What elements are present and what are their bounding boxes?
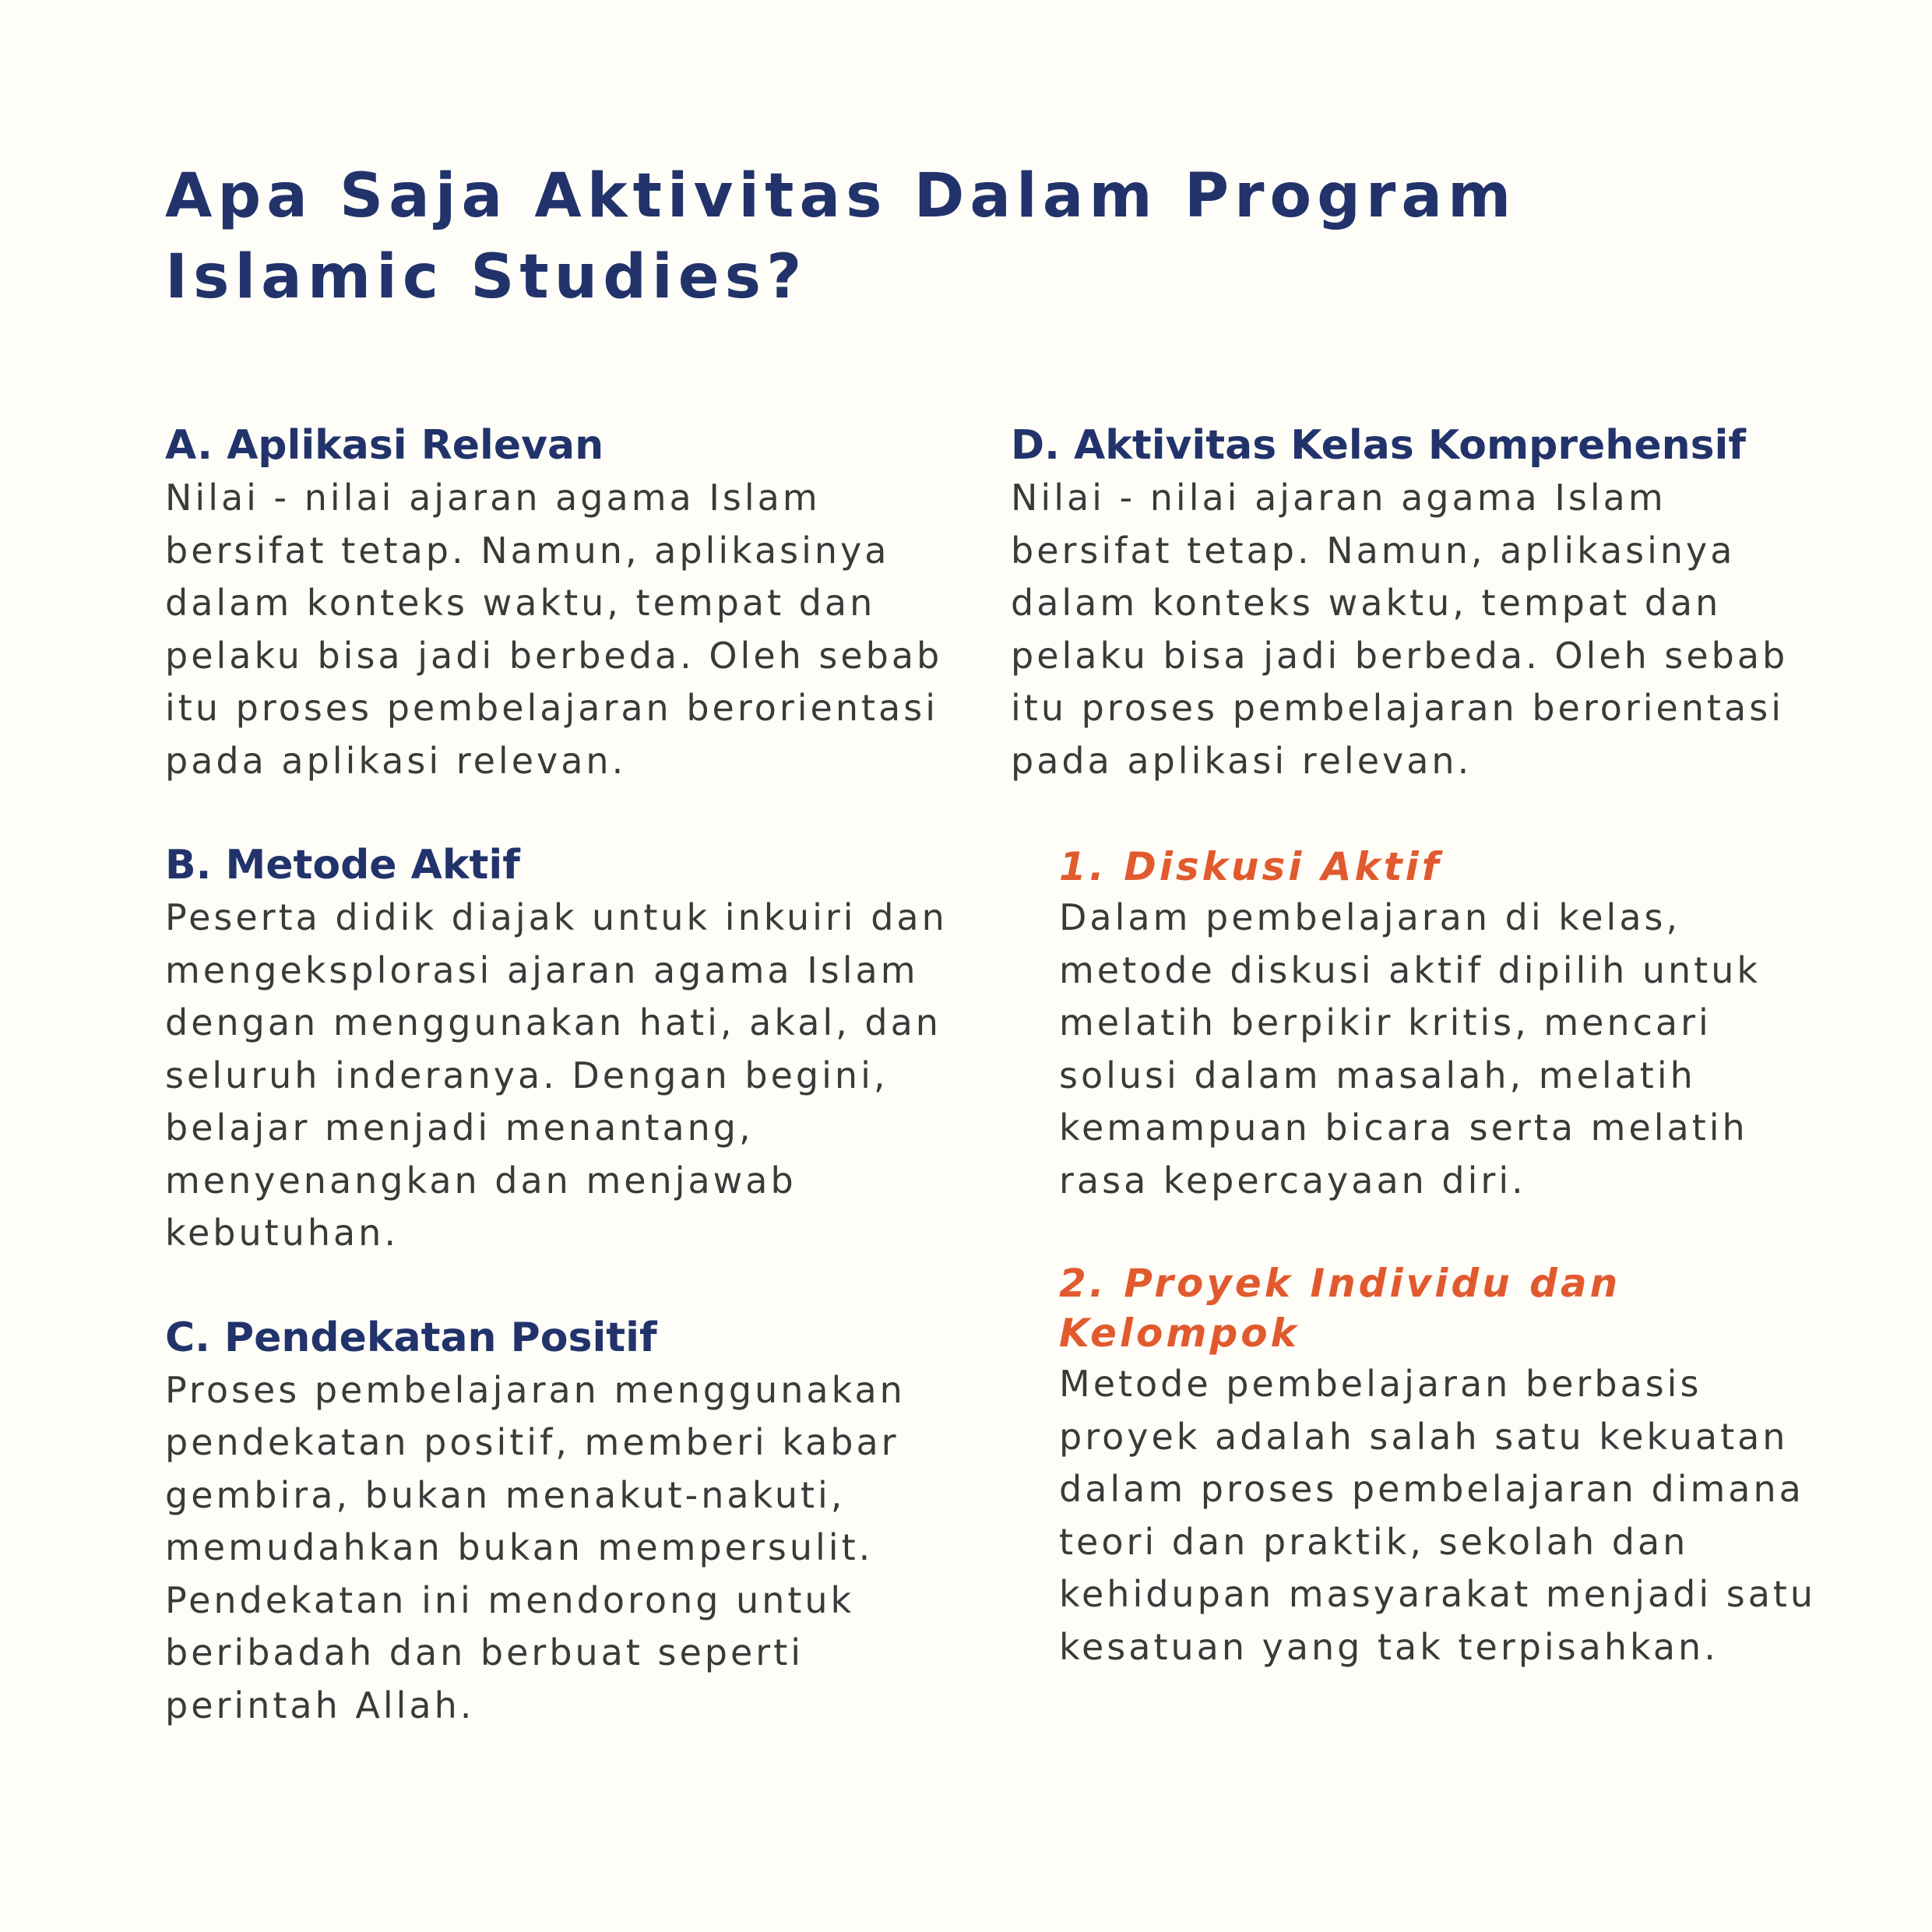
body-line: belajar menjadi menantang, <box>165 1107 754 1149</box>
section-body <box>165 472 944 787</box>
section-body <box>165 1364 944 1733</box>
subsection-heading-line: 1. Diskusi Aktif <box>1059 844 1442 889</box>
body-line: bersifat tetap. Namun, aplikasinya <box>1011 529 1736 572</box>
body-line: pelaku bisa jadi berbeda. Oleh sebab <box>1011 634 1789 677</box>
subsection-diskusi-aktif <box>1059 842 1852 1207</box>
section-heading: B. Metode Aktif <box>165 842 520 889</box>
page-title-line-1: Apa Saja Aktivitas Dalam Program <box>165 161 1517 231</box>
body-line: bersifat tetap. Namun, aplikasinya <box>165 529 890 572</box>
body-line: pada aplikasi relevan. <box>165 739 627 782</box>
body-line: kehidupan masyarakat menjadi satu <box>1059 1573 1817 1615</box>
section-metode-aktif <box>165 839 948 1260</box>
body-line: Dalam pembelajaran di kelas, <box>1059 896 1681 938</box>
body-line: Pendekatan ini mendorong untuk <box>165 1578 855 1621</box>
body-line: seluruh inderanya. Dengan begini, <box>165 1054 889 1096</box>
body-line: Metode pembelajaran berbasis <box>1059 1363 1702 1405</box>
body-line: itu proses pembelajaran berorientasi <box>165 687 938 729</box>
body-line: beribadah dan berbuat seperti <box>165 1631 804 1673</box>
section-aktivitas-kelas-komprehensif <box>1011 419 1852 1673</box>
body-line: proyek adalah salah satu kekuatan <box>1059 1415 1789 1458</box>
section-heading: C. Pendekatan Positif <box>165 1314 657 1361</box>
body-line: dalam proses pembelajaran dimana <box>1059 1468 1804 1510</box>
section-heading: D. Aktivitas Kelas Komprehensif <box>1011 422 1746 469</box>
body-line: teori dan praktik, sekolah dan <box>1059 1520 1689 1563</box>
body-line: pendekatan positif, memberi kabar <box>165 1421 899 1463</box>
page-title-line-2: Islamic Studies? <box>165 242 808 312</box>
body-line: mengeksplorasi ajaran agama Islam <box>165 948 919 991</box>
body-line: kesatuan yang tak terpisahkan. <box>1059 1625 1719 1668</box>
body-line: pada aplikasi relevan. <box>1011 739 1473 782</box>
body-line: dengan menggunakan hati, akal, dan <box>165 1001 941 1043</box>
page-title <box>165 156 1800 318</box>
body-line: memudahkan bukan mempersulit. <box>165 1526 874 1568</box>
body-line: Peserta didik diajak untuk inkuiri dan <box>165 896 948 938</box>
body-line: dalam konteks waktu, tempat dan <box>165 582 876 624</box>
subsection-proyek-individu-kelompok <box>1059 1258 1852 1673</box>
body-line: Nilai - nilai ajaran agama Islam <box>1011 477 1666 519</box>
left-column <box>165 419 948 1732</box>
body-line: metode diskusi aktif dipilih untuk <box>1059 948 1761 991</box>
body-line: menyenangkan dan menjawab <box>165 1159 797 1202</box>
body-line: perintah Allah. <box>165 1684 475 1726</box>
subsection-heading <box>1059 1258 1852 1358</box>
section-aplikasi-relevan <box>165 419 944 787</box>
subsection-heading <box>1059 842 1852 892</box>
subsection-body <box>1059 1358 1852 1673</box>
body-line: itu proses pembelajaran berorientasi <box>1011 687 1784 729</box>
subsection-heading-line: Kelompok <box>1059 1311 1300 1356</box>
body-line: kemampuan bicara serta melatih <box>1059 1107 1748 1149</box>
subsection-heading-line: 2. Proyek Individu dan <box>1059 1261 1621 1306</box>
body-line: kebutuhan. <box>165 1212 399 1254</box>
subsection-body <box>1059 892 1852 1207</box>
body-line: rasa kepercayaan diri. <box>1059 1159 1526 1202</box>
body-line: melatih berpikir kritis, mencari <box>1059 1001 1712 1043</box>
section-body <box>1011 472 1852 787</box>
body-line: Proses pembelajaran menggunakan <box>165 1368 906 1411</box>
body-line: gembira, bukan menakut-nakuti, <box>165 1473 846 1516</box>
right-column <box>1011 419 1852 1673</box>
section-pendekatan-positif <box>165 1311 944 1733</box>
body-line: dalam konteks waktu, tempat dan <box>1011 582 1722 624</box>
body-line: Nilai - nilai ajaran agama Islam <box>165 477 821 519</box>
body-line: pelaku bisa jadi berbeda. Oleh sebab <box>165 634 943 677</box>
section-body <box>165 892 948 1260</box>
body-line: solusi dalam masalah, melatih <box>1059 1054 1696 1096</box>
section-heading: A. Aplikasi Relevan <box>165 422 604 469</box>
